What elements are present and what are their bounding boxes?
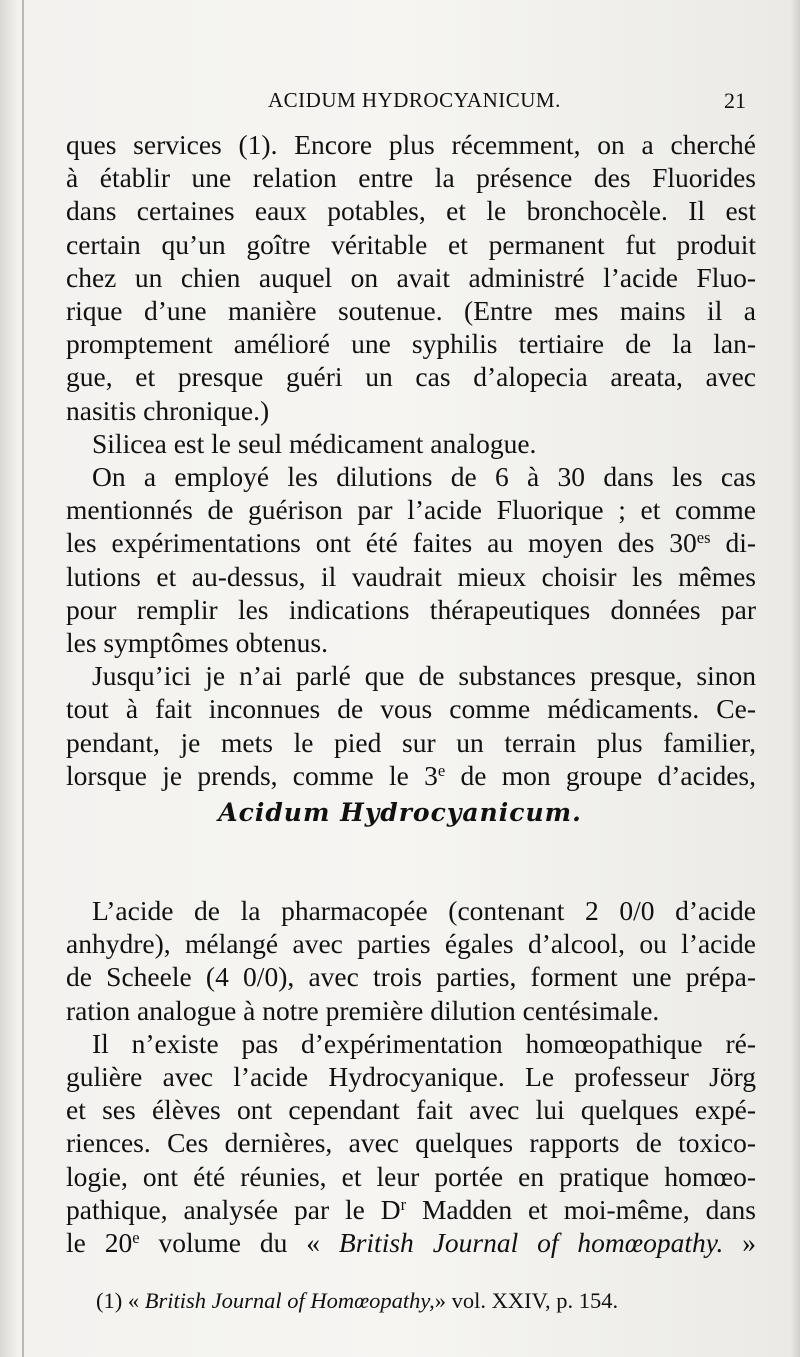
- text-line: pendant, je mets le pied sur un terrain plus familier,: [66, 726, 756, 758]
- text-fragment: di-: [710, 527, 756, 559]
- text-fragment: »: [723, 1227, 756, 1259]
- text-line: On a employé les dilutions de 6 à 30 dans les cas: [92, 461, 756, 493]
- text-fragment: de mon groupe d’acides,: [445, 759, 757, 791]
- footnote-marker: (1) «: [96, 1288, 145, 1313]
- body-text-lower: [66, 894, 756, 1259]
- text-line: pour remplir les indications thérapeutiques données par: [66, 593, 756, 625]
- superscript: r: [400, 1194, 407, 1214]
- running-head: ACIDUM HYDROCYANICUM.: [268, 88, 561, 112]
- text-line: ration analogue à notre première dilution centésimale.: [66, 994, 660, 1026]
- page-number: 21: [724, 88, 746, 113]
- superscript: es: [696, 528, 711, 548]
- text-line: Jusqu’ici je n’ai parlé que de substances presque, sinon: [92, 660, 756, 692]
- text-line: certain qu’un goître véritable et permanent fut produit: [66, 228, 756, 260]
- text-line: riences. Ces dernières, avec quelques rapports de toxico-: [66, 1127, 756, 1159]
- text-line: anhydre), mélangé avec parties égales d’alcool, ou l’acide: [66, 928, 756, 960]
- footnote-journal-title: British Journal of Homœopathy,: [144, 1288, 435, 1313]
- text-fragment: les expérimentations ont été faites au moyen des 30: [66, 527, 697, 559]
- text-line: lutions et au-dessus, il vaudrait mieux choisir les mêmes: [66, 560, 756, 592]
- superscript: e: [437, 760, 446, 780]
- text-fragment: pathique, analysée par le D: [66, 1193, 401, 1225]
- text-line: chez un chien auquel on avait administré l’acide Fluo-: [66, 261, 756, 293]
- text-line: gue, et presque guéri un cas d’alopecia areata, avec: [66, 361, 756, 393]
- text-line: de Scheele (4 0/0), avec trois parties, forment une prépa-: [66, 961, 756, 993]
- text-line: tout à fait inconnues de vous comme médicaments. Ce-: [66, 693, 756, 725]
- text-line: promptement amélioré une syphilis tertiaire de la lan-: [66, 328, 756, 360]
- text-fragment: le 20: [66, 1227, 133, 1259]
- text-line: Il n’existe pas d’expérimentation homœopathique ré-: [92, 1027, 756, 1059]
- text-line: gulière avec l’acide Hydrocyanique. Le professeur Jörg: [66, 1061, 756, 1093]
- text-line: ques services (1). Encore plus récemment, on a cherché: [66, 129, 756, 160]
- text-line: mentionnés de guérison par l’acide Fluorique ; et comme: [66, 494, 756, 526]
- text-line: logie, ont été réunies, et leur portée en pratique homœo-: [66, 1160, 756, 1192]
- footnote-reference: » vol. XXIV, p. 154.: [434, 1288, 619, 1313]
- text-line: à établir une relation entre la présence des Fluorides: [66, 162, 756, 194]
- text-line: [66, 759, 756, 792]
- text-line: les symptômes obtenus.: [66, 627, 329, 659]
- text-line: nasitis chronique.): [66, 394, 270, 426]
- section-heading: Acidum Hydrocyanicum.: [218, 798, 582, 827]
- text-line: [66, 526, 756, 559]
- text-fragment: lorsque je prends, comme le 3: [66, 759, 438, 791]
- body-text-upper: [66, 128, 756, 792]
- text-line: Silicea est le seul médicament analogue.: [92, 427, 537, 459]
- text-fragment: volume du «: [139, 1227, 339, 1259]
- text-line: rique d’une manière soutenue. (Entre mes mains il a: [66, 295, 756, 327]
- text-line: dans certaines eaux potables, et le bronchocèle. Il est: [66, 195, 756, 227]
- journal-title: British Journal of homœopathy.: [338, 1227, 724, 1259]
- text-line: L’acide de la pharmacopée (contenant 2 0/0 d’acide: [92, 895, 756, 926]
- page-edge: [22, 0, 24, 1357]
- text-line: [66, 1193, 756, 1226]
- text-line: et ses élèves ont cependant fait avec lui quelques expé-: [66, 1094, 756, 1126]
- footnote: [96, 1288, 618, 1314]
- text-line: [66, 1226, 756, 1259]
- superscript: e: [132, 1227, 140, 1247]
- text-fragment: Madden et moi-même, dans: [406, 1193, 756, 1225]
